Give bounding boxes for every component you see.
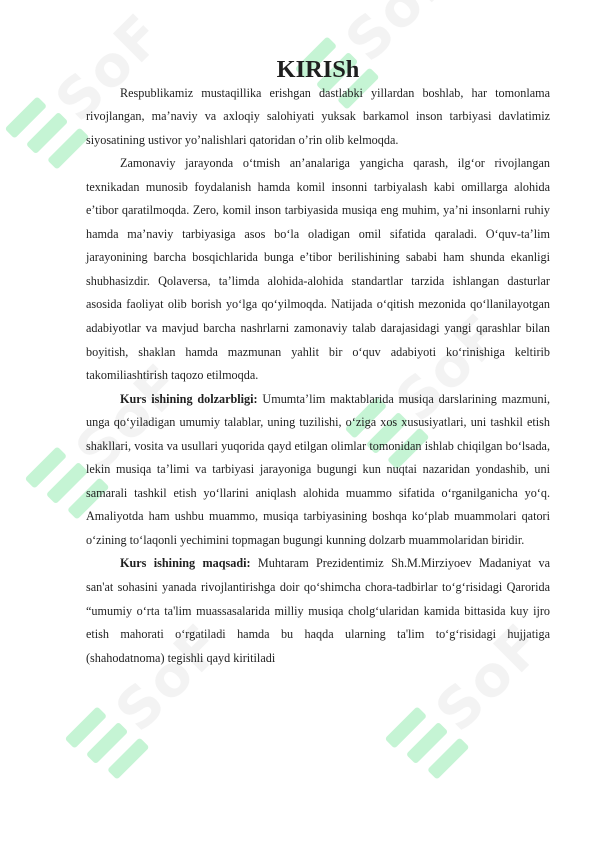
document-body — [86, 58, 550, 670]
paragraph-3-text: Umumta’lim maktablarida musiqa darslarining mazmuni, unga qo‘yiladigan umumiy talablar, uning tuzilishi, o‘ziga xos xususiyatlari, uni tashkil etish shakllari, vosita va usullari yuqorida qayd etilgan olimlar tomonidan ishlab chiqilgan bo‘lsada, lekin musiqa ta’limi va tarbiyasi jarayoniga bugungi kun nuqtai nazaridan yondashib, uni samarali tashkil etish yo‘llarini aniqlash alohida muammo sifatida o‘rganilganicha yo‘q. Amaliyotda ham ushbu muammo, musiqa tarbiyasining boshqa ko‘plab muammolari qatori o‘zining to‘laqonli yechimini topmagan bugungi kunning dolzarb muammolaridan biridir. — [86, 391, 550, 547]
paragraph-1 — [86, 82, 550, 153]
paragraph-4-text: Muhtaram Prezidentimiz Sh.M.Mirziyoev Madaniyat va san'at sohasini yanada rivojlantirishga doir qo‘shimcha chora-tadbirlar to‘g‘risidagi Qarorida “umumiy o‘rta ta'lim muassasalarida milliy musiqa cholg‘ularidan kamida bittasida kuy ijro etish mahorati o‘rgatiladi hamda bu haqda ularning ta'lim to‘g‘risidagi hujjatiga (shahodatnoma) tegishli qayd kiritiladi — [86, 556, 550, 665]
document-title: KIRISh — [276, 56, 360, 83]
paragraph-1-text: Respublikamiz mustaqillika erishgan dastlabki yillardan boshlab, har tomonlama rivojlangan, ma’naviy va axloqiy salohiyati yuksak barkamol inson tarbiyasi davlatimiz siyosatining ustivor yo’nalishlari qatoridan o’rin olib kelmoqda. — [86, 85, 550, 147]
paragraph-3-lead: Kurs ishining dolzarbligi: — [120, 391, 258, 406]
paragraph-4 — [86, 552, 550, 670]
paragraph-2 — [86, 152, 550, 387]
paragraph-list — [86, 82, 550, 671]
paragraph-2-text: Zamonaviy jarayonda o‘tmish an’analariga yangicha qarash, ilg‘or rivojlangan texnikadan munosib foydalanish hamda komil insonni tarbiyalash kabi omillarga alohida e’tibor qaratilmoqda. Zero, komil inson tarbiyasida musiqa eng muhim, ya’ni insonlarni ruhiy hamda ma’naviy tarbiyasiga asos bo‘la oladigan omil sifatida qaraladi. O‘quv-ta’lim jarayonining barcha bosqichlarida bunga e’tibor berilishining sababi ham shunda ekanligi shubhasizdir. Qolaversa, ta’limda alohida-alohida standartlar tarzida ishlangan dasturlar asosida faoliyat olib borish yo‘lga qo‘yilmoqda. Natijada o‘qitish mezonida qo‘llanilayotgan adabiyotlar va mavjud barcha nashrlarni zamonaviy talab darajasidagi yangi qarashlar bilan boyitish, shaklan hamda mazmunan yahlit bir o‘quv adabiyoti ko‘rinishiga keltirib takomiliashtirish taqozo etilmoqda. — [86, 156, 550, 383]
paragraph-3 — [86, 388, 550, 553]
paragraph-4-lead: Kurs ishining maqsadi: — [120, 556, 251, 571]
